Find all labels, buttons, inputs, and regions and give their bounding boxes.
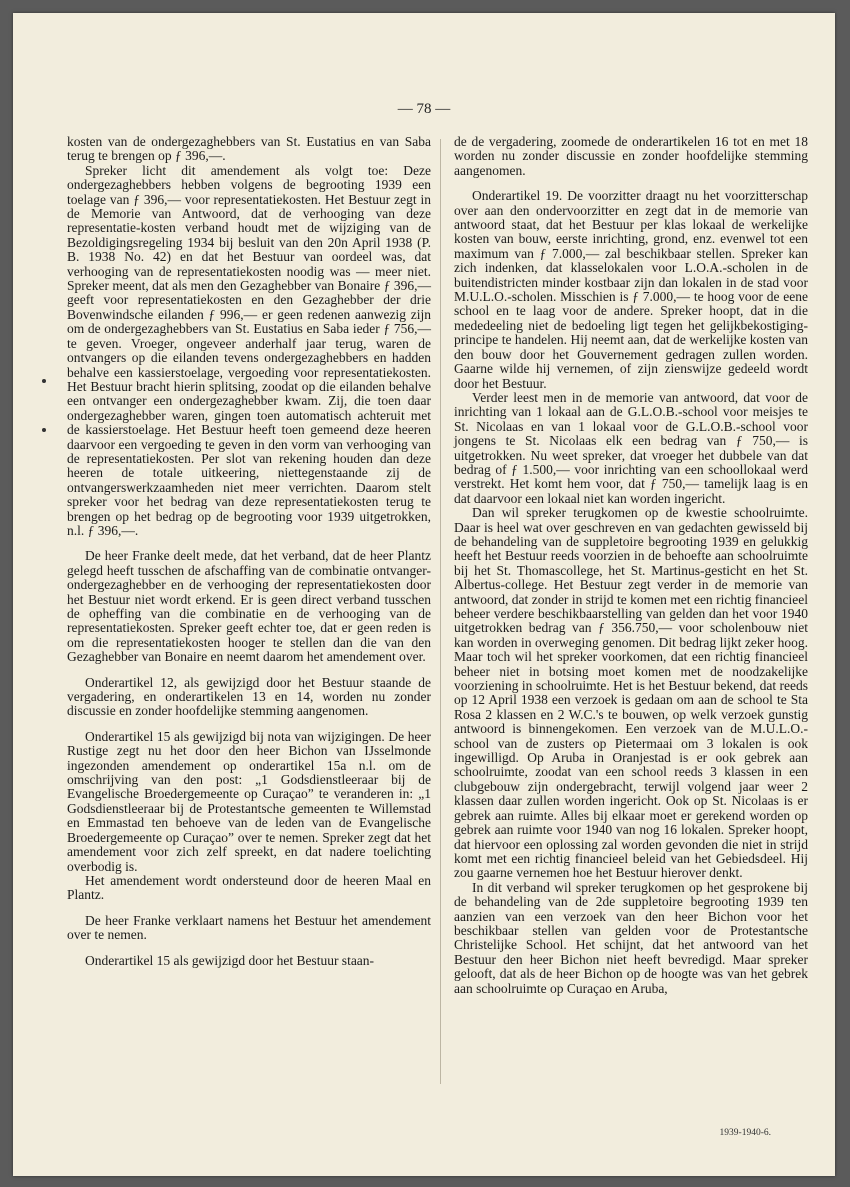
right-column [454, 135, 808, 996]
paragraph: De heer Franke deelt mede, dat het verband, dat de heer Plantz gelegd heeft tusschen de afschaffing van de combinatie ontvanger-ondergezaghebber en de verhooging der representatiekosten door het Bestuur niet wordt erkend. Er is geen direct verband tusschen de opheffing van die combinatie en de verhooging van de representatiekosten. Spreker geeft echter toe, dat er geen reden is om die representatiekosten hooger te stellen dan die van den Gezaghebber van Bonaire en neemt daarom het amendement over. [67, 548, 431, 665]
margin-mark [42, 428, 46, 432]
paragraph: Onderartikel 15 als gewijzigd door het Bestuur staan- [85, 952, 375, 968]
footer-code: 1939-1940-6. [719, 1128, 771, 1138]
paragraph: de de vergadering, zoomede de onderartikelen 16 tot en met 18 worden nu zonder discussie en zonder hoofdelijke stemming aangenomen. [454, 134, 808, 178]
paragraph: De heer Franke verklaart namens het Bestuur het amendement over te nemen. [67, 912, 431, 943]
paragraph: In dit verband wil spreker terugkomen op het gesprokene bij de behandeling van de 2de suppletoire begrooting 1939 ten aanzien van een verzoek van den heer Bichon voor het beschikbaar stellen van gelden voor de Protestantsche Christelijke School. Het schijnt, dat het antwoord van het Bestuur den heer Bichon niet heeft bevredigd. Maar spreker gelooft, dat als de heer Bichon op de hoogte was van het gebrek aan schoolruimte op Curaçao en Aruba, [454, 879, 808, 996]
paragraph: Spreker licht dit amendement als volgt toe: Deze ondergezaghebbers hebben volgens de begrooting 1939 een toelage van ƒ 396,— voor representatiekosten. Het Bestuur zegt in de Memorie van Antwoord, dat de verhooging van deze representatie-kosten verband houdt met de wijziging van de Bezoldigingsregeling 1934 bij besluit van den 20n April 1938 (P. B. 1938 No. 42) en dat het Bestuur van oordeel was, dat verhooging van de representatiekosten noodig was — meer niet. Spreker meent, dat als men den Gezaghebber van Bonaire ƒ 396,— geeft voor representatiekosten en den Gezaghebber der drie Bovenwindsche eilanden ƒ 996,— er geen redenen aanwezig zijn om de ondergezaghebbers van St. Eustatius en Saba ieder ƒ 756,— te geven. Vroeger, ongeveer anderhalf jaar terug, waren de ontvangers op die eilanden tevens ondergezaghebbers en hadden behalve een kassierstoelage, vergoeding voor representatiekosten. Het Bestuur bracht hierin splitsing, zoodat op die eilanden behalve een ontvanger een ondergezaghebber kwam. Zij, die toen daar ondergezaghebber waren, gingen toen automatisch achteruit met de kassierstoelage. Het Bestuur heeft toen gemeend deze heeren daarvoor een vergoeding te geven in den vorm van verhooging van de representatiekosten. Per slot van rekening houden dan deze heeren de totale uitkeering, niettegenstaande zij de ontvangerswerkzaamheden niet meer verrichten. Daarom stelt spreker voor het bedrag van deze representatiekosten terug te brengen op het bedrag op de begrooting voor 1939 uitgetrokken, n.l. ƒ 396,—. [67, 162, 431, 538]
paragraph: kosten van de ondergezaghebbers van St. Eustatius en van Saba terug te brengen op ƒ 396,—. [67, 134, 431, 164]
paragraph: Onderartikel 19. De voorzitter draagt nu het voorzitterschap over aan den ondervoorzitter en zegt dat in de memorie van antwoord staat, dat het Bestuur per klas lokaal de werkelijke kosten van bouw, eerste inrichting, grond, enz. evenwel tot een maximum van ƒ 7.000,— zal beschikbaar stellen. Spreker kan zich indenken, dat klasselokalen voor L.O.A.-scholen in de buitendistricten minder kostbaar zijn dan lokalen in de stad voor M.U.L.O.-scholen. Misschien is ƒ 7.000,— te hoog voor de eene school en te laag voor de andere. Spreker hoopt, dat in die mededeeling niet de bedoeling ligt tegen het gelijkbekostiging-principe te handelen. Hij neemt aan, dat de werkelijke kosten van den bouw door het Gouvernement gedragen zullen worden. Gaarne wilde hij vernemen, of zijn zienswijze gedeeld wordt door het Bestuur. [454, 188, 808, 391]
paragraph: Dan wil spreker terugkomen op de kwestie schoolruimte. Daar is heel wat over geschreven en van gedachten gewisseld bij de behandeling van de suppletoire begrooting 1939 en gelukkig heeft het Bestuur reeds voorzien in de behoefte aan schoolruimte bij het St. Thomascollege, het St. Martinus-gesticht en het St. Albertus-college. Het Bestuur zegt verder in de memorie van antwoord, dat zonder in strijd te komen met een richtig financieel beheer verdere beschikbaarstelling van gelden dan het voor 1940 uitgetrokken bedrag van ƒ 356.750,— voor scholenbouw niet kan worden in overweging genomen. Dit bedrag lijkt zeker hoog. Maar toch wil het spreker voorkomen, dat een richtig financieel beheer niet in botsing moet komen met de noodzakelijke voorziening in schoolruimte. Het is het Bestuur bekend, dat reeds op 12 April 1938 een verzoek is gedaan om aan de school te Sta Rosa 2 klassen en 2 W.C.'s te bouwen, op welk verzoek gunstig antwoord is binnengekomen. Een verzoek van de M.U.L.O.-school van de zusters op Pietermaai om 3 lokalen is ook ingewilligd. Op Aruba in Oranjestad is er ook gebrek aan schoolruimte, zoodat van een school reeds 3 klassen in een clubgebouw zijn ondergebracht, terwijl volgend jaar weer 2 klassen daar zullen worden ingericht. Ook op St. Nicolaas is er gebrek aan ruimte. Alles bij elkaar moet er gerekend worden op gebrek aan ruimte voor 1940 van nog 16 lokalen. Spreker hoopt, dat hiervoor een oplossing zal worden gevonden die niet in strijd komt met een richtig financieel beleid van het Gebiedsdeel. Hij zou gaarne vernemen hoe het Bestuur hierover denkt. [454, 505, 808, 881]
paragraph: Onderartikel 15 als gewijzigd bij nota van wijzigingen. De heer Rustige zegt nu het door den heer Bichon van IJsselmonde ingezonden amendement op onderartikel 15a n.l. om de omschrijving van den post: „1 Godsdienstleeraar bij de Evangelische Broedergemeente op Curaçao” te veranderen in: „1 Godsdienstleeraar bij de Protestantsche gemeenten te Willemstad en Emmastad ten behoeve van de leden van de Evangelische Broedergemeente op Curaçao” over te nemen. Spreker zegt dat het amendement voor zich zelf spreekt, en dat nadere toelichting overbodig is. [67, 728, 431, 874]
paragraph: Verder leest men in de memorie van antwoord, dat voor de inrichting van 1 lokaal aan de G.L.O.B.-school voor meisjes te St. Nicolaas en van 1 lokaal voor de G.L.O.B.-school voor jongens te St. Nicolaas elk een bedrag van ƒ 750,— is uitgetrokken. Nu weet spreker, dat vroeger het dubbele van dat bedrag of ƒ 1.500,— voor inrichting van een schoollokaal werd verstrekt. Het komt hem voor, dat ƒ 750,— tamelijk laag is en dat daarvoor een lokaal niet kan worden ingericht. [454, 389, 808, 506]
column-divider [440, 139, 441, 1084]
margin-mark [42, 379, 46, 383]
paragraph: Onderartikel 12, als gewijzigd door het Bestuur staande de vergadering, en onderartikelen 13 en 14, worden nu zonder discussie en zonder hoofdelijke stemming aangenomen. [67, 674, 431, 719]
left-column [67, 135, 431, 968]
page-number: — 78 — [397, 101, 451, 117]
document-page [13, 13, 835, 1176]
paragraph: Het amendement wordt ondersteund door de heeren Maal en Plantz. [67, 872, 431, 903]
